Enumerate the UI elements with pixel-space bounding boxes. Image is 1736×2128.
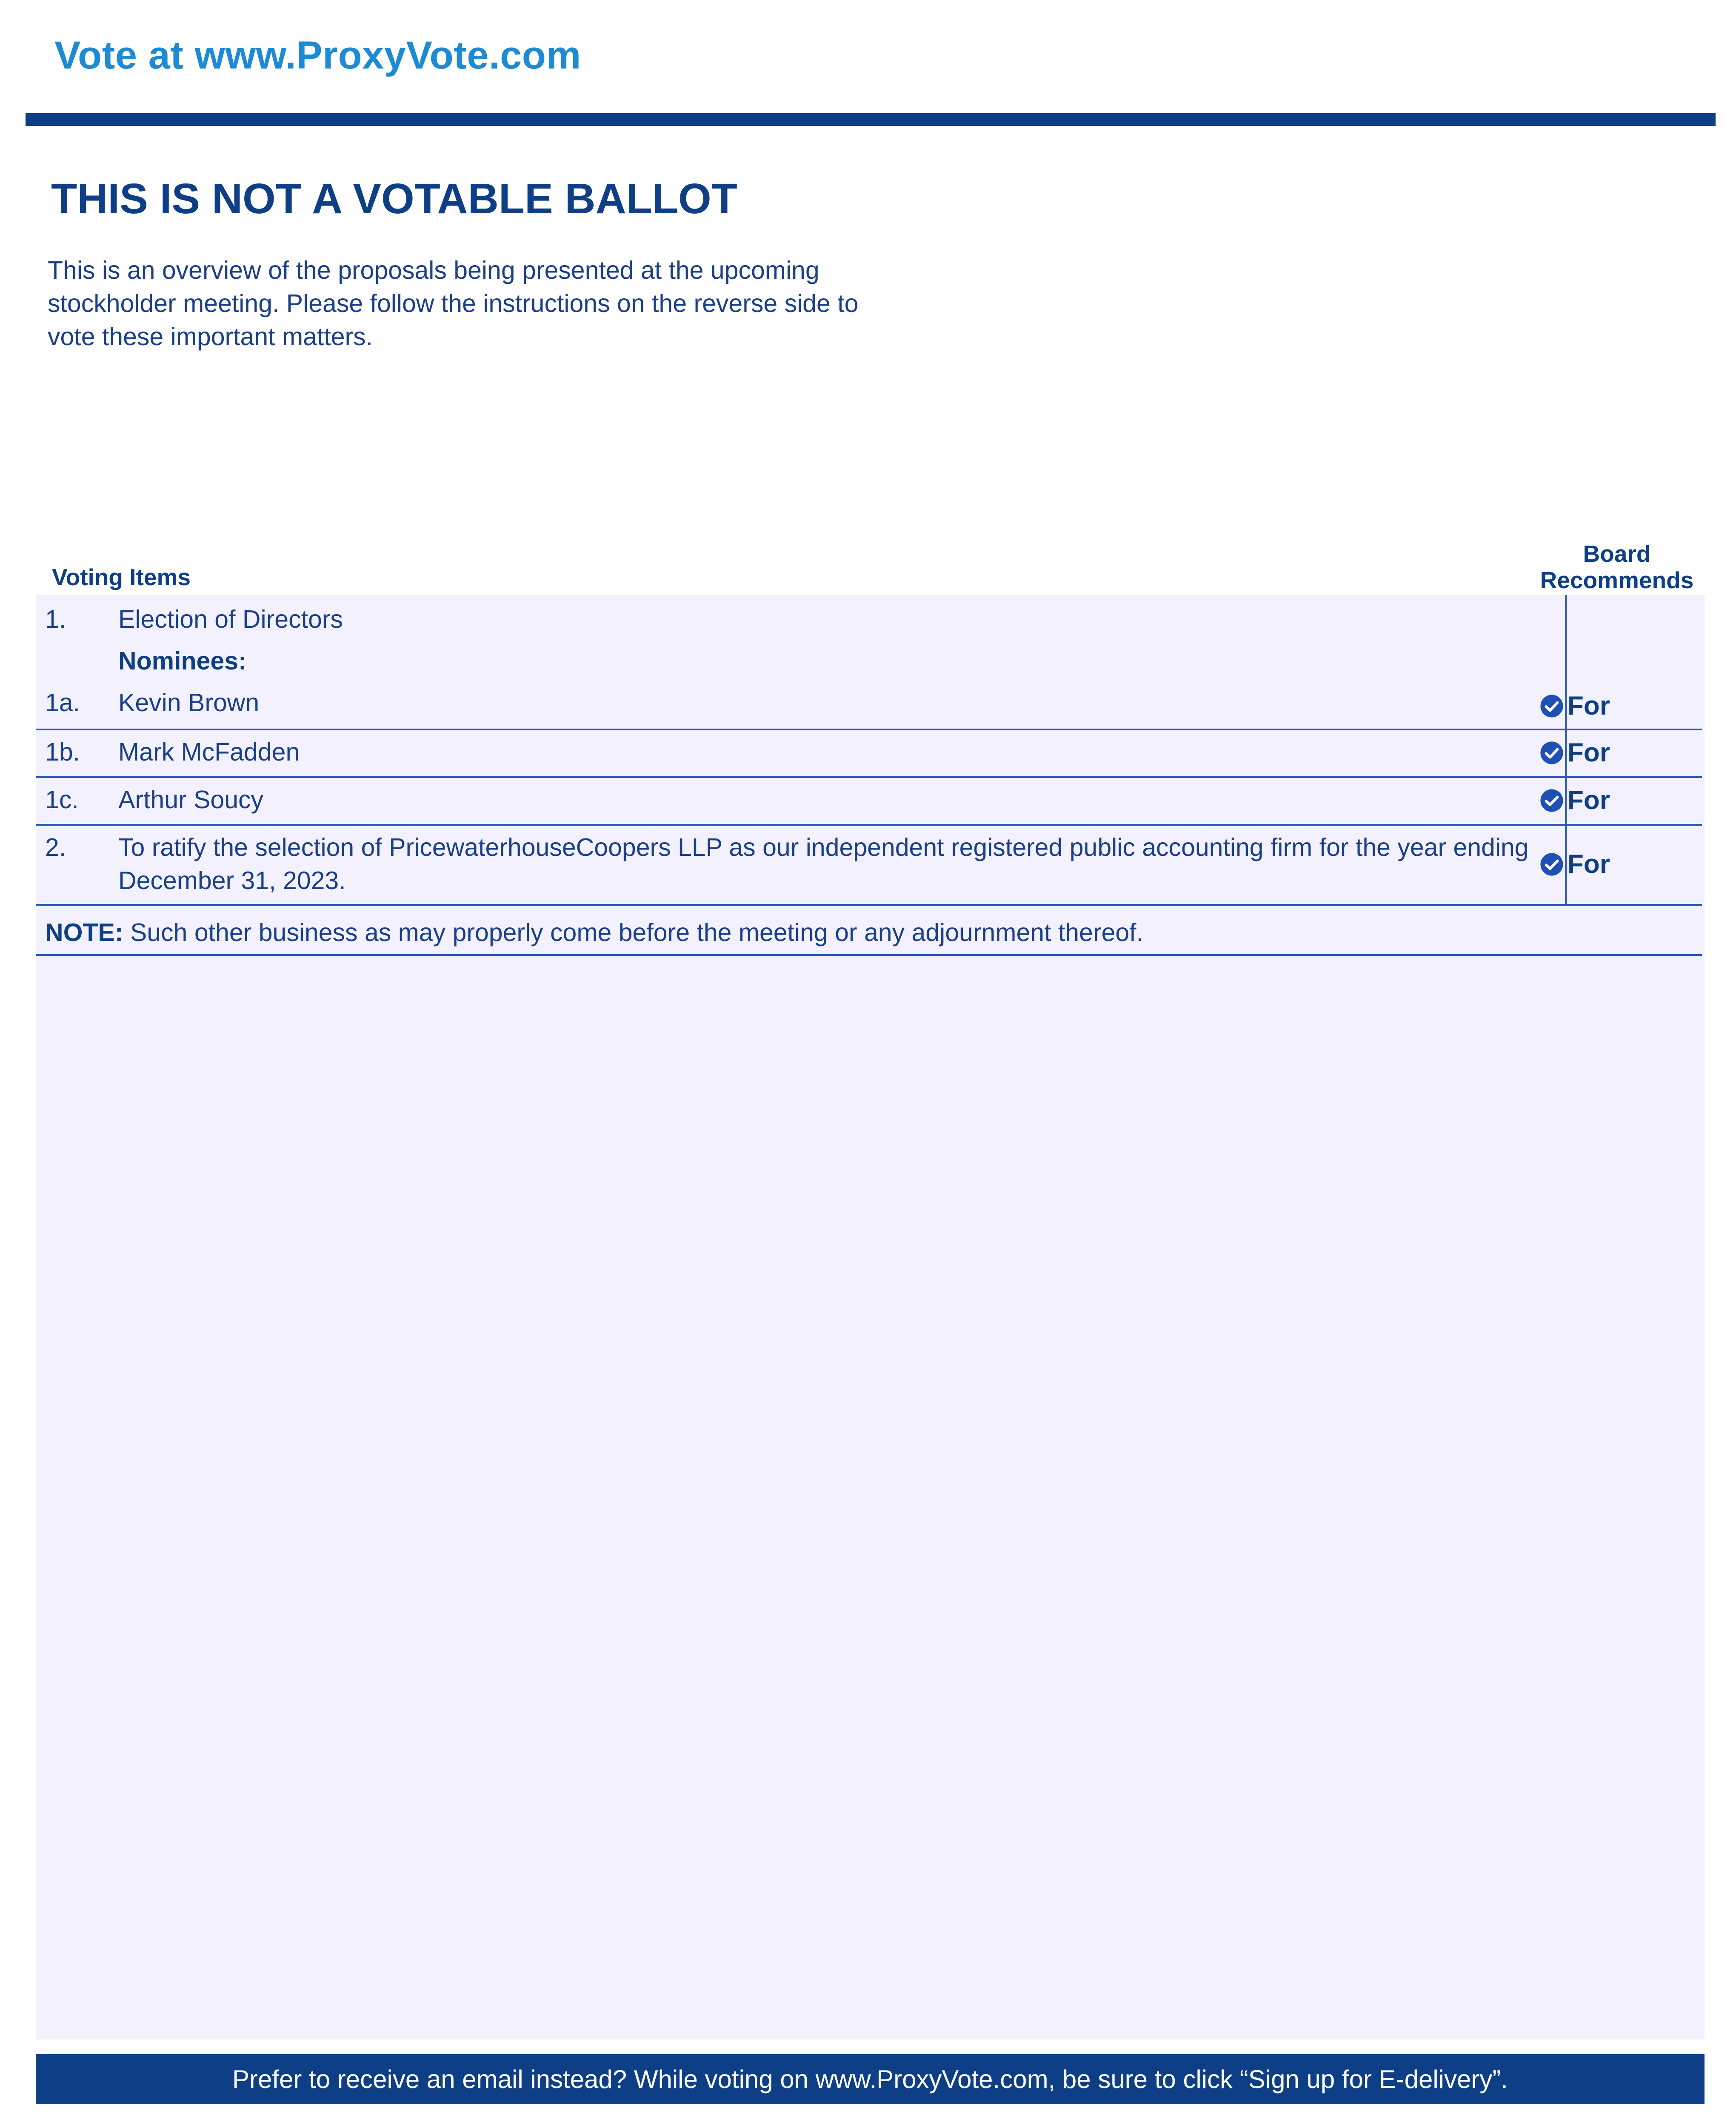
election-title: Election of Directors [118, 605, 343, 633]
intro-paragraph: This is an overview of the proposals being presented at the upcoming stockholder meeting. Please follow the instructions on the reverse side to vote these important matters. [48, 256, 859, 351]
note-text [45, 916, 1143, 949]
recommendation-for [1539, 849, 1610, 879]
e-delivery-text: Prefer to receive an email instead? While voting on www.ProxyVote.com, be sure to click “Sign up for E-delivery”. [232, 2065, 1508, 2094]
proposal-text: To ratify the selection of PricewaterhouseCoopers LLP as our independent registered public accounting firm for the year ending December 31, 2023. [118, 833, 1529, 895]
recommendation-for [1539, 738, 1610, 768]
item-number: 1c. [45, 786, 79, 814]
board-recommends-header [1523, 541, 1710, 593]
e-delivery-banner [36, 2054, 1705, 2104]
recommendation-for [1539, 691, 1610, 721]
recommendation-label: For [1568, 849, 1610, 879]
nominees-label: Nominees: [118, 647, 247, 675]
nominee-name: Arthur Soucy [118, 786, 264, 814]
page-title: THIS IS NOT A VOTABLE BALLOT [51, 175, 737, 223]
nominee-name: Mark McFadden [118, 738, 300, 766]
board-header-line1: Board [1583, 541, 1651, 567]
recommendation-label: For [1568, 738, 1610, 767]
note-row [36, 904, 1702, 956]
item-number: 1. [45, 605, 66, 633]
check-circle-icon [1539, 852, 1564, 877]
check-circle-icon [1539, 741, 1564, 765]
proxyvote-link[interactable]: Vote at www.ProxyVote.com [54, 34, 581, 77]
recommendation-label: For [1568, 786, 1610, 815]
table-row-1b [36, 729, 1702, 778]
item-number: 2. [45, 833, 66, 861]
recommendation-label: For [1568, 691, 1610, 721]
table-row-1c [36, 776, 1702, 826]
table-row-1a [36, 595, 1702, 730]
check-circle-icon [1539, 694, 1564, 718]
note-body: Such other business as may properly come before the meeting or any adjournment thereof. [130, 918, 1143, 947]
recommendation-for [1539, 786, 1610, 815]
item-number: 1a. [45, 689, 80, 717]
voting-items-header: Voting Items [52, 564, 191, 590]
check-circle-icon [1539, 788, 1564, 813]
nominee-name: Kevin Brown [118, 689, 260, 717]
note-label: NOTE: [45, 918, 123, 947]
board-header-line2: Recommends [1540, 567, 1694, 593]
table-row-2 [36, 824, 1702, 906]
header-divider [26, 113, 1716, 126]
item-number: 1b. [45, 738, 80, 766]
